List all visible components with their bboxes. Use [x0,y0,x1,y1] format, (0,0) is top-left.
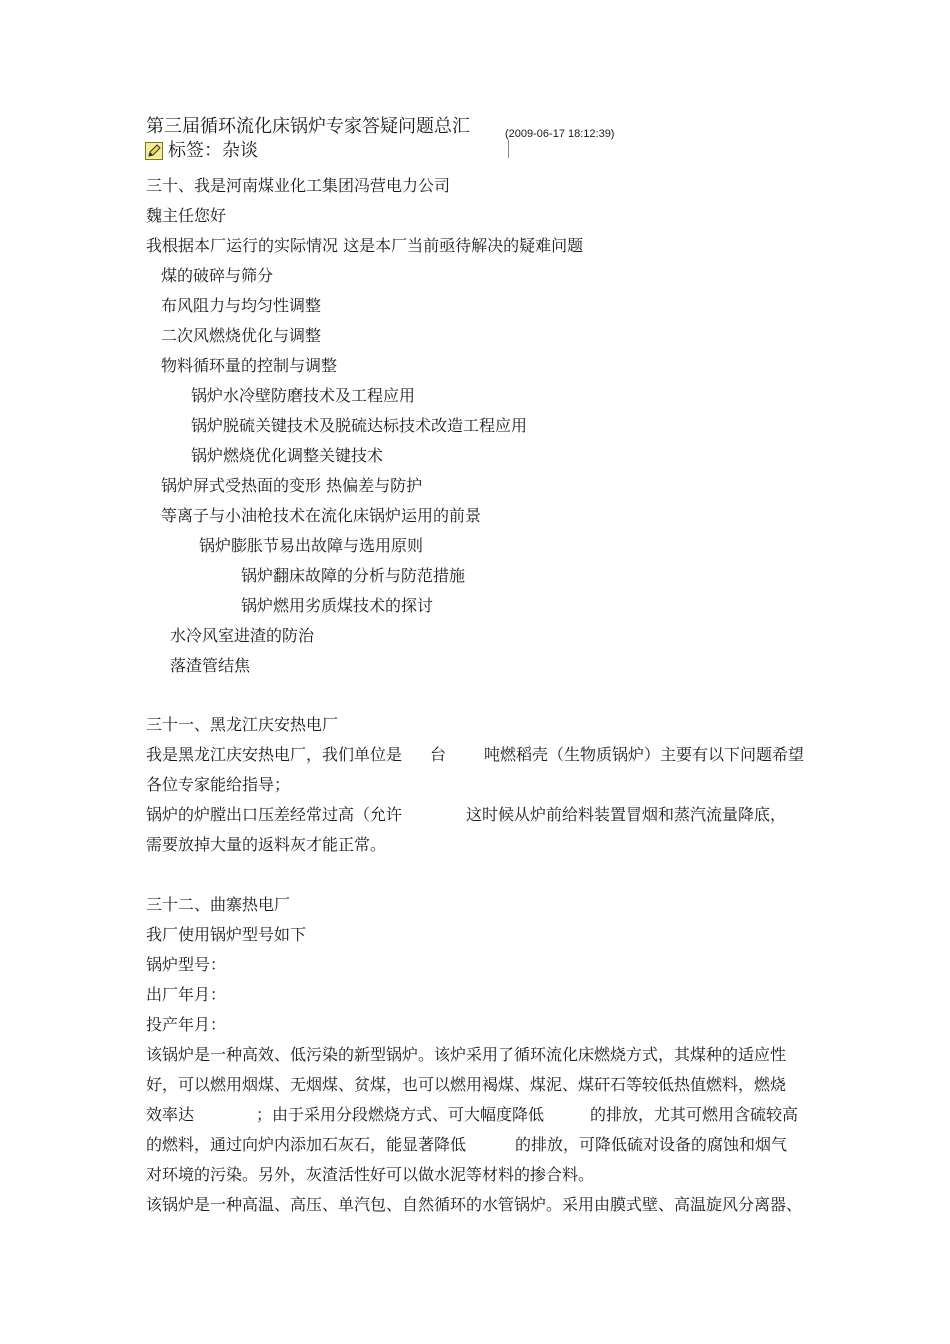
divider [508,140,509,158]
pencil-icon [145,142,163,160]
list-item: 锅炉燃烧优化调整关键技术 [191,446,384,465]
list-item: 锅炉燃用劣质煤技术的探讨 [241,596,434,615]
paragraph-text: 好，可以燃用烟煤、无烟煤、贫煤，也可以燃用褐煤、煤泥、煤矸石等较低热值燃料，燃烧 [146,1075,787,1094]
intro-text: 我根据本厂运行的实际情况 这是本厂当前亟待解决的疑难问题 [146,236,584,255]
list-item: 锅炉翻床故障的分析与防范措施 [241,566,466,585]
paragraph-text: 需要放掉大量的返料灰才能正常。 [146,835,387,854]
paragraph-text: 锅炉的炉膛出口压差经常过高（允许 [146,805,403,824]
paragraph-text: 我厂使用锅炉型号如下 [146,925,307,944]
paragraph-text: 的燃料，通过向炉内添加石灰石，能显著降低 [146,1135,467,1154]
list-item: 水冷风室进渣的防治 [170,626,315,645]
paragraph-text: 各位专家能给指导； [146,775,291,794]
tag-label: 标签：杂谈 [168,140,258,161]
list-item: 落渣管结焦 [170,656,251,675]
field-label: 出厂年月： [146,985,227,1004]
section-heading: 三十一、黑龙江庆安热电厂 [146,715,339,734]
field-label: 锅炉型号： [146,955,227,974]
greeting-text: 魏主任您好 [146,206,227,225]
paragraph-text: 我是黑龙江庆安热电厂，我们单位是 [146,745,403,764]
paragraph-text: 该锅炉是一种高温、高压、单汽包、自然循环的水管锅炉。采用由膜式壁、高温旋风分离器、 [146,1195,803,1214]
list-item: 锅炉屏式受热面的变形 热偏差与防护 [161,476,423,495]
section-heading: 三十二、曲寨热电厂 [146,895,291,914]
list-item: 物料循环量的控制与调整 [161,356,338,375]
post-timestamp: (2009-06-17 18:12:39) [505,128,615,140]
paragraph-text: ；由于采用分段燃烧方式、可大幅度降低 [256,1105,545,1124]
list-item: 锅炉水冷壁防磨技术及工程应用 [191,386,416,405]
list-item: 布风阻力与均匀性调整 [161,296,322,315]
list-item: 煤的破碎与筛分 [161,266,274,285]
paragraph-text: 对环境的污染。另外，灰渣活性好可以做水泥等材料的掺合料。 [146,1165,595,1184]
paragraph-text: 这时候从炉前给料装置冒烟和蒸汽流量降底， [466,805,787,824]
list-item: 锅炉脱硫关键技术及脱硫达标技术改造工程应用 [191,416,528,435]
paragraph-text: 的排放，可降低硫对设备的腐蚀和烟气 [515,1135,788,1154]
list-item: 二次风燃烧优化与调整 [161,326,322,345]
document-title: 第三届循环流化床锅炉专家答疑问题总汇 [146,116,470,137]
field-label: 投产年月： [146,1015,227,1034]
paragraph-text: 吨燃稻壳（生物质锅炉）主要有以下问题希望 [484,745,805,764]
list-item: 锅炉膨胀节易出故障与选用原则 [199,536,424,555]
paragraph-text: 该锅炉是一种高效、低污染的新型锅炉。该炉采用了循环流化床燃烧方式，其煤种的适应性 [146,1045,787,1064]
paragraph-text: 效率达 [146,1105,195,1124]
paragraph-text: 台 [430,745,447,764]
paragraph-text: 的排放，尤其可燃用含硫较高 [590,1105,799,1124]
list-item: 等离子与小油枪技术在流化床锅炉运用的前景 [161,506,482,525]
section-heading: 三十、我是河南煤业化工集团冯营电力公司 [146,176,451,195]
